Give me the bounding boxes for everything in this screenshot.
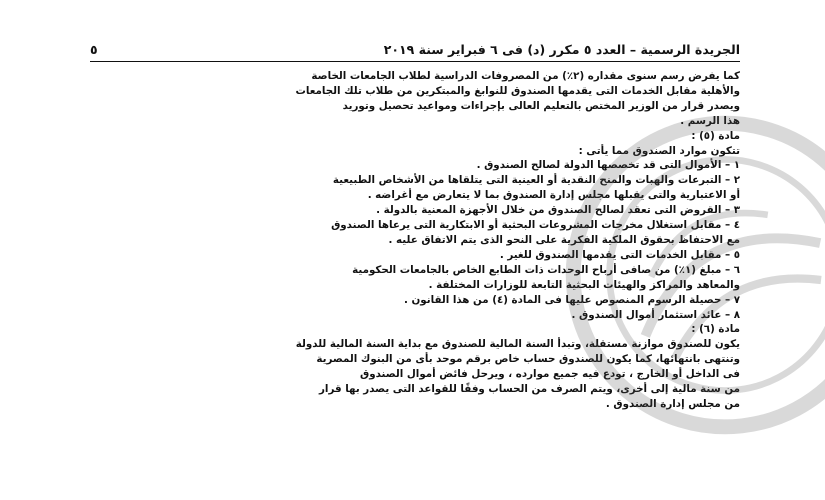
page-number: ٥ [90,41,98,57]
header-divider [90,61,740,62]
text-line: فى الداخل أو الخارج ، تودع فيه جميع موارده ، ويرحل فائض أموال الصندوق [359,368,740,381]
document-page [90,40,740,480]
text-line: من سنة مالية إلى أخرى، ويتم الصرف من الحساب وفقًا للقواعد التى يصدر بها قرار [319,383,740,396]
list-item: ٢ – التبرعات والهبات والمنح النقدية أو العينية التى يتلقاها من الأشخاص الطبيعية [332,174,740,187]
list-item: ٨ – عائد استثمار أموال الصندوق . [571,308,740,321]
text-line: يكون للصندوق موازنة مستقلة، وتبدأ السنة المالية للصندوق مع بداية السنة المالية للدولة [295,338,740,351]
article-heading: مادة (٦) : [691,323,740,336]
list-item: ٤ – مقابل استغلال مخرجات المشروعات البحثية أو الابتكارية التى يرعاها الصندوق [331,219,740,232]
list-item: ٥ – مقابل الخدمات التى يقدمها الصندوق للغير . [499,248,740,261]
text-line: هذا الرسم . [680,114,740,127]
document-body [90,69,740,412]
list-item: ٧ – حصيلة الرسوم المنصوص عليها فى المادة (٤) من هذا القانون . [403,293,740,306]
gazette-title: الجريدة الرسمية – العدد ٥ مكرر (د) فى ٦ فبراير سنة ٢٠١٩ [383,41,740,57]
text-line: ويصدر قرار من الوزير المختص بالتعليم العالى بإجراءات ومواعيد تحصيل وتوريد [342,99,740,112]
text-line: والمعاهد والمراكز والهيئات البحثية التابعة للوزارات المختلفة . [428,278,740,291]
list-item: ٦ – مبلغ (١٪) من صافى أرباح الوحدات ذات الطابع الخاص بالجامعات الحكومية [352,263,740,276]
text-line: من مجلس إدارة الصندوق . [605,397,740,410]
gazette-header [90,40,740,58]
text-line: تتكون موارد الصندوق مما يأتى : [578,144,740,157]
article-heading: مادة (٥) : [691,129,740,142]
text-line: والأهلية مقابل الخدمات التى يقدمها الصندوق للنوابغ والمبتكرين من طلاب تلك الجامعات [295,84,740,97]
list-item: ١ – الأموال التى قد تخصصها الدولة لصالح الصندوق . [476,159,740,172]
text-line: كما يفرض رسم سنوى مقداره (٢٪) من المصروفات الدراسية لطلاب الجامعات الخاصة [311,70,740,82]
text-line: وتنتهى بانتهائها، كما يكون للصندوق حساب خاص برقم موحد بأى من البنوك المصرية [316,353,740,366]
text-line: أو الاعتبارية والتى يقبلها مجلس إدارة الصندوق بما لا يتعارض مع أغراضه . [367,189,740,202]
list-item: ٣ – القروض التى تعقد لصالح الصندوق من خلال الأجهزة المعنية بالدولة . [376,204,740,217]
text-line: مع الاحتفاظ بحقوق الملكية الفكرية على النحو الذى يتم الاتفاق عليه . [388,233,740,246]
